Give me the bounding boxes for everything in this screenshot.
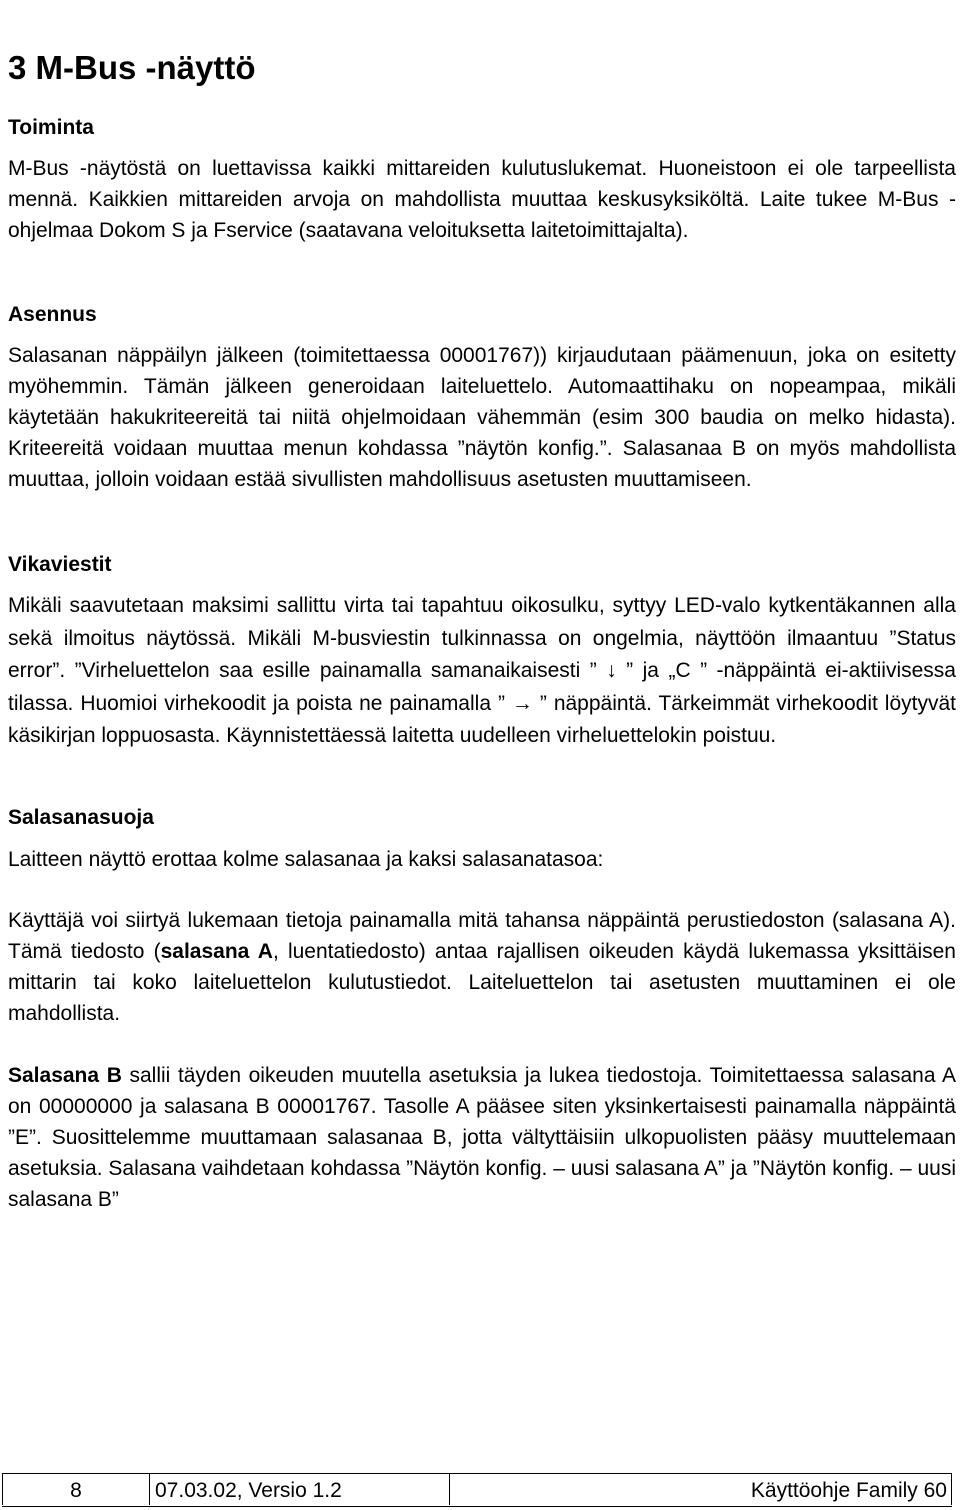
paragraph-salasanasuoja-intro: Laitteen näyttö erottaa kolme salasanaa ja kaksi salasanatasoa: xyxy=(8,848,604,871)
paragraph-vikaviestit: Mikäli saavutetaan maksimi sallittu virta tai tapahtuu oikosulku, syttyy LED-valo kytkentäkannen alla sekä ilmoitus näytössä. Mikäli M-busviestin tulkinnassa on ongelmia, näyttöön ilmaantuu ”Status error”. ”Virheluettelon saa esille painamalla samanaikaisesti ” ↓ ” ja „C ” -näppäintä ei-aktiivisessa tilassa. Huomioi virhekoodit ja poista ne painamalla ” → ” näppäintä. Tärkeimmät virhekoodit löytyvät käsikirjan loppuosasta. Käynnistettäessä laitetta uudelleen virheluettelokin poistuu. xyxy=(8,594,956,747)
salasana-a-bold: salasana A xyxy=(160,940,273,963)
footer-page-number: 8 xyxy=(2,1474,149,1505)
salasana-b-text: sallii täyden oikeuden muutella asetuksia ja lukea tiedostoja. Toimitettaessa salasana A on 00000000 ja salasana B 00001767. Tasolle A pääsee siten yksinkertaisesti painamalla näppäintä ”E”. Suosittelemme muuttamaan salasanaa B, jotta vältyttäisiin ulkopuolisten pääsy muuttelemaan asetuksia. Salasana vaihdetaan kohdassa ”Näytön konfig. – uusi salasana A” ja ”Näytön konfig. – uusi salasana B” xyxy=(8,1064,956,1211)
footer-doc-title: Käyttöohje Family 60 xyxy=(449,1474,952,1505)
page-footer xyxy=(2,1473,952,1507)
paragraph-toiminta: M-Bus -näytöstä on luettavissa kaikki mittareiden kulutuslukemat. Huoneistoon ei ole tarpeellista mennä. Kaikkien mittareiden arvoja on mahdollista muuttaa keskusyksiköltä. Laite tukee M-Bus -ohjelmaa Dokom S ja Fservice (saatavana veloituksetta laitetoimittajalta). xyxy=(8,157,956,242)
salasana-a-text-2: , luentatiedosto) antaa rajallisen oikeuden käydä lukemassa yksittäisen mittarin tai koko laiteluettelon kulutustiedot. Laiteluettelon tai asetusten muuttaminen ei ole mahdollista. xyxy=(8,940,956,1025)
section-title-vikaviestit: Vikaviestit xyxy=(8,553,112,576)
section-title-salasanasuoja: Salasanasuoja xyxy=(8,806,154,829)
paragraph-asennus: Salasanan näppäilyn jälkeen (toimitettaessa 00001767)) kirjaudutaan päämenuun, joka on esitetty myöhemmin. Tämän jälkeen generoidaan laiteluettelo. Automaattihaku on nopeampaa, mikäli käytetään hakukriteereitä tai niitä ohjelmoidaan vähemmän (esim 300 baudia on melko hidasta). Kriteereitä voidaan muuttaa menun kohdassa ”näytön konfig.”. Salasanaa B on myös mahdollista muuttaa, jolloin voidaan estää sivullisten mahdollisuus asetusten muuttamiseen. xyxy=(8,344,956,491)
section-title-asennus: Asennus xyxy=(8,303,97,326)
paragraph-salasana-a xyxy=(8,905,956,1029)
salasana-a-text-1: Käyttäjä voi siirtyä lukemaan tietoja painamalla mitä tahansa näppäintä perustiedoston (salasana A). Tämä tiedosto ( xyxy=(8,909,956,963)
section-title-toiminta: Toiminta xyxy=(8,116,94,139)
paragraph-salasana-b xyxy=(8,1060,956,1215)
salasana-b-bold: Salasana B xyxy=(8,1064,122,1087)
footer-date-version: 07.03.02, Versio 1.2 xyxy=(149,1474,449,1505)
page-heading: 3 M-Bus -näyttö xyxy=(8,49,256,86)
